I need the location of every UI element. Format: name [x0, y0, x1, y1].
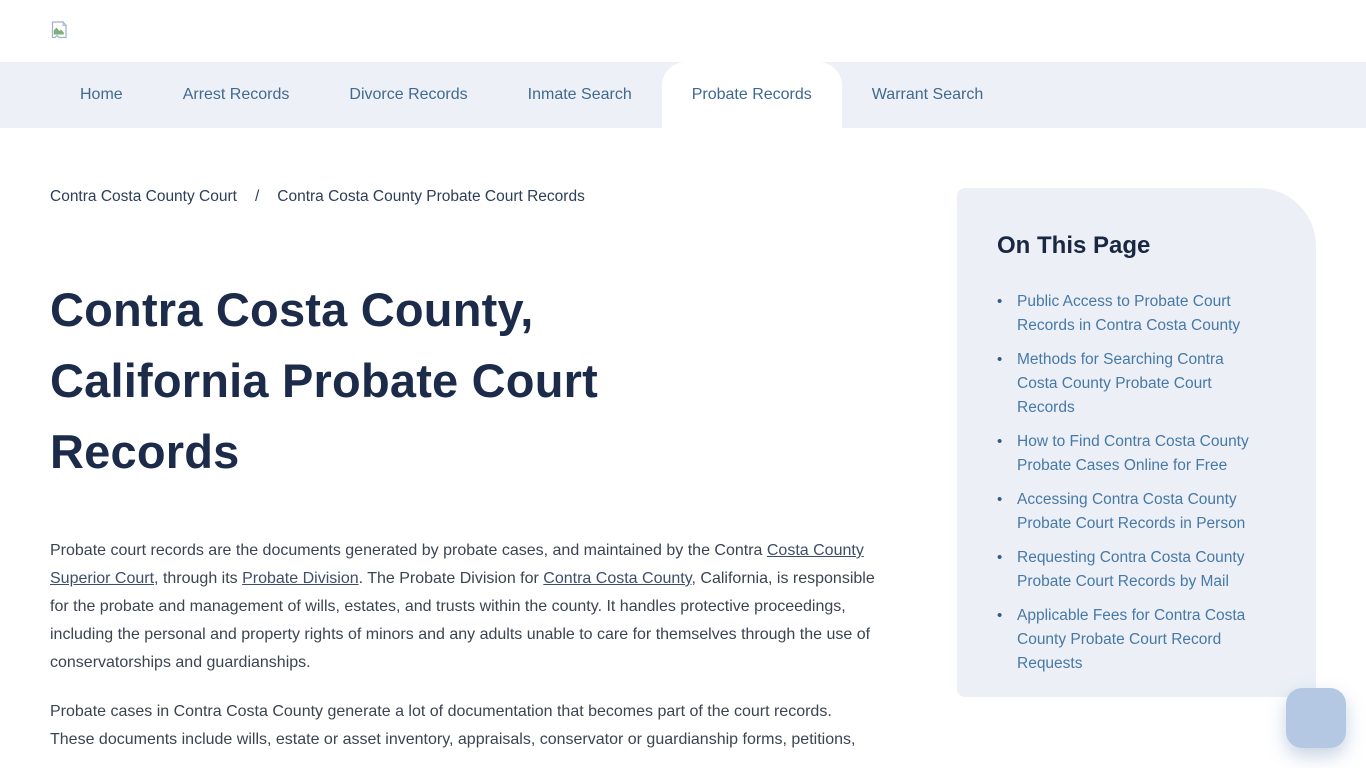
toc-link-accessing-contra-costa-county-probate-co[interactable]: Accessing Contra Costa County Probate Court Records in Person	[1017, 491, 1246, 532]
nav-item-inmate-search[interactable]: Inmate Search	[527, 86, 632, 103]
on-this-page-list	[997, 290, 1278, 676]
toc-item	[997, 430, 1278, 478]
breadcrumb-separator: /	[254, 188, 260, 205]
nav-item-divorce-records[interactable]: Divorce Records	[349, 86, 468, 103]
site-logo-link[interactable]	[51, 21, 67, 39]
paragraph-text: through its	[158, 570, 243, 587]
chat-widget-button[interactable]	[1286, 688, 1346, 748]
toc-item	[997, 348, 1278, 420]
main-content	[50, 128, 880, 754]
toc-item	[997, 488, 1278, 536]
toc-link-applicable-fees-for-contra-costa-county-[interactable]: Applicable Fees for Contra Costa County Probate Court Record Requests	[1017, 607, 1246, 672]
second-paragraph: Probate cases in Contra Costa County generate a lot of documentation that becomes part of the court records. These documents include wills, estate or asset inventory, appraisals, conservator or guardianship forms, petitions,	[50, 703, 856, 748]
intro-paragraph	[50, 537, 880, 677]
bullet-icon: •	[997, 607, 1003, 624]
breadcrumb	[50, 188, 880, 206]
inline-link-costa-county-superior-court[interactable]: Costa County Superior Court,	[50, 542, 864, 587]
breadcrumb-current-page: Contra Costa County Probate Court Records	[277, 188, 585, 205]
toc-link-how-to-find-contra-costa-county-probate-[interactable]: How to Find Contra Costa County Probate Cases Online for Free	[1017, 433, 1249, 474]
on-this-page-title: On This Page	[997, 232, 1151, 259]
inline-link-probate-division[interactable]: Probate Division	[242, 570, 359, 587]
toc-item	[997, 604, 1278, 676]
page-title: Contra Costa County, California Probate Court Records	[50, 283, 598, 478]
paragraph-text: California, is responsible for the probate and management of wills, estates, and trusts within the county. It handles protective proceedings, including the personal and property rights of minors and any adults unable to care for themselves through the use of conservatorships and guardianships.	[50, 570, 875, 671]
toc-link-requesting-contra-costa-county-probate-c[interactable]: Requesting Contra Costa County Probate Court Records by Mail	[1017, 549, 1245, 590]
breadcrumb-parent-link[interactable]: Contra Costa County Court	[50, 188, 237, 205]
nav-item-home[interactable]: Home	[80, 86, 123, 103]
toc-item	[997, 546, 1278, 594]
bullet-icon: •	[997, 491, 1003, 508]
toc-link-public-access-to-probate-court-records-i[interactable]: Public Access to Probate Court Records in Contra Costa County	[1017, 293, 1241, 334]
paragraph-text: . The Probate Division for	[358, 570, 544, 587]
nav-item-warrant-search[interactable]: Warrant Search	[871, 86, 984, 103]
site-header	[0, 0, 1366, 62]
on-this-page-panel	[957, 188, 1316, 697]
bullet-icon: •	[997, 433, 1003, 450]
main-nav	[0, 62, 1366, 128]
bullet-icon: •	[997, 351, 1003, 368]
broken-image-icon	[51, 26, 67, 43]
inline-link-contra-costa-county[interactable]: Contra Costa County,	[543, 570, 696, 587]
nav-item-arrest-records[interactable]: Arrest Records	[182, 86, 290, 103]
bullet-icon: •	[997, 549, 1003, 566]
bullet-icon: •	[997, 293, 1003, 310]
toc-item	[997, 290, 1278, 338]
toc-link-methods-for-searching-contra-costa-count[interactable]: Methods for Searching Contra Costa County Probate Court Records	[1017, 351, 1224, 416]
paragraph-text: Probate court records are the documents generated by probate cases, and maintained by the Contra	[50, 542, 767, 559]
nav-item-probate-records[interactable]: Probate Records	[662, 62, 842, 128]
